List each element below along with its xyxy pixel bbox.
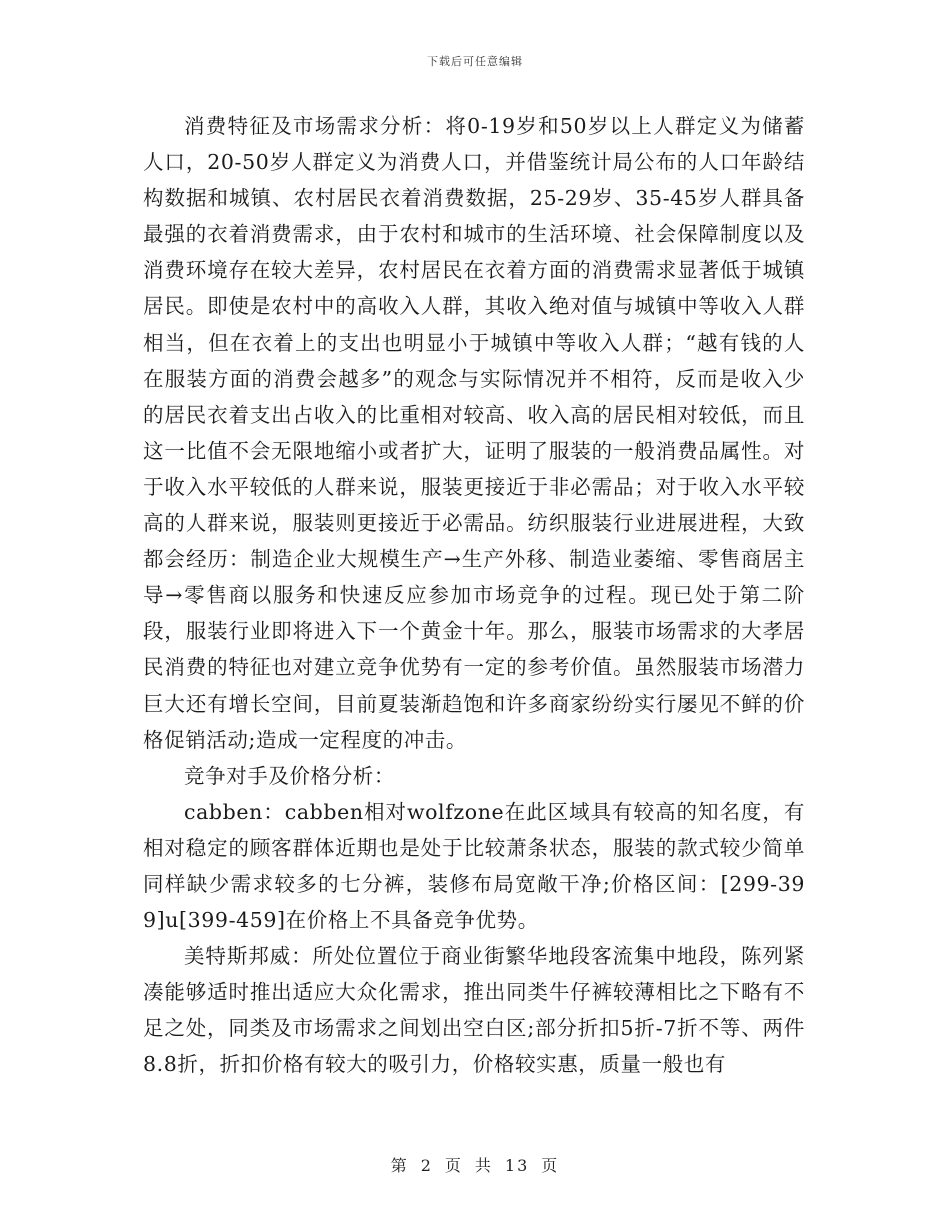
footer-page-number: 2 bbox=[420, 1156, 433, 1175]
page-header bbox=[0, 53, 950, 69]
footer-prefix: 第 bbox=[390, 1156, 409, 1175]
footer-suffix: 页 bbox=[541, 1156, 560, 1175]
footer-total-pages: 13 bbox=[504, 1156, 530, 1175]
paragraph-consumption-analysis: 消费特征及市场需求分析：将0-19岁和50岁以上人群定义为储蓄人口，20-50岁人群定义为消费人口，并借鉴统计局公布的人口年龄结构数据和城镇、农村居民衣着消费数据，25-29岁、35-45岁人群具备最强的衣着消费需求，由于农村和城市的生活环境、社会保障制度以及消费环境存在较大差异，农村居民在衣着方面的消费需求显著低于城镇居民。即使是农村中的高收入人群，其收入绝对值与城镇中等收入人群相当，但在衣着上的支出也明显小于城镇中等收入人群；“越有钱的人在服装方面的消费会越多”的观念与实际情况并不相符，反而是收入少的居民衣着支出占收入的比重相对较高、收入高的居民相对较低，而且这一比值不会无限地缩小或者扩大，证明了服装的一般消费品属性。对于收入水平较低的人群来说，服装更接近于非必需品；对于收入水平较高的人群来说，服装则更接近于必需品。纺织服装行业进展进程，大致都会经历：制造企业大规模生产→生产外移、制造业萎缩、零售商居主导→零售商以服务和快速反应参加市场竞争的过程。现已处于第二阶段，服装行业即将进入下一个黄金十年。那么，服装市场需求的大孝居民消费的特征也对建立竞争优势有一定的参考价值。虽然服装市场潜力巨大还有增长空间，目前夏装渐趋饱和许多商家纷纷实行屡见不鲜的价格促销活动;造成一定程度的冲击。 bbox=[143, 114, 805, 752]
document-body bbox=[143, 108, 805, 1083]
paragraph-competitor-heading: 竞争对手及价格分析： bbox=[184, 763, 395, 788]
footer-total-word: 共 bbox=[474, 1156, 493, 1175]
footer-page-word: 页 bbox=[444, 1156, 463, 1175]
paragraph-metersbonwe: 美特斯邦威：所处位置位于商业街繁华地段客流集中地段，陈列紧凑能够适时推出适应大众化需求，推出同类牛仔裤较薄相比之下略有不足之处，同类及市场需求之间划出空白区;部分折扣5折-7折不等、两件8.8折，折扣价格有较大的吸引力，价格较实惠，质量一般也有 bbox=[143, 944, 805, 1077]
header-text: 下载后可任意编辑 bbox=[427, 55, 523, 68]
paragraph-cabben: cabben：cabben相对wolfzone在此区域具有较高的知名度，有相对稳定的顾客群体近期也是处于比较萧条状态，服装的款式较少简单同样缺少需求较多的七分裤，装修布局宽敞干净;价格区间：[299-399]u[399-459]在价格上不具备竞争优势。 bbox=[143, 799, 805, 933]
page-footer bbox=[0, 1153, 950, 1176]
